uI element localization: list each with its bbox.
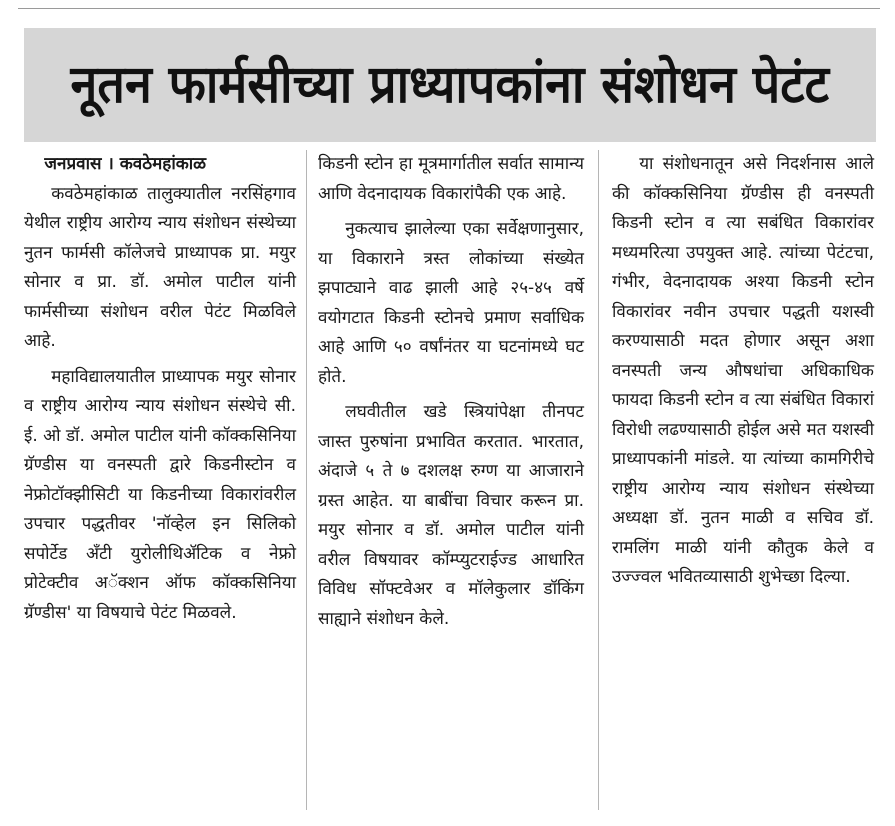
column-2-paragraph-2: नुकत्याच झालेल्या एका सर्वेक्षणानुसार, या विकाराने त्रस्त लोकांच्या संख्येत झपाट्याने वाढ झाली आहे २५-४५ वर्षे वयोगटात किडनी स्टोनचे प्रमाण सर्वाधिक आहे आणि ५० वर्षांनंतर या घटनांमध्ये घट होते. bbox=[318, 219, 584, 387]
column-divider-1 bbox=[306, 150, 307, 810]
column-3-paragraph-1: या संशोधनातून असे निदर्शनास आले की कॉक्कसिनिया ग्रॅण्डीस ही वनस्पती किडनी स्टोन व त्या सबंधित विकारांवर मध्यमरित्या उपयुक्त आहे. त्यांच्या पेटंटचा, गंभीर, वेदनादायक अश्या किडनी स्टोन विकारांवर नवीन उपचार पद्धती यशस्वी करण्यासाठी मदत होणार असून अशा वनस्पती जन्य औषधांचा अधिकाधिक फायदा किडनी स्टोन व त्या संबंधित विकारां विरोधी लढण्यासाठी होईल असे मत यशस्वी प्राध्यापकांनी मांडले. या त्यांच्या कामगिरीचे राष्ट्रीय आरोग्य न्याय संशोधन संस्थेच्या अध्यक्षा डॉ. नुतन माळी व सचिव डॉ. रामलिंग माळी यांनी कौतुक केले व उज्ज्वल भवितव्यासाठी शुभेच्छा दिल्या. bbox=[612, 154, 874, 587]
column-2-paragraph-3: लघवीतील खडे स्त्रियांपेक्षा तीनपट जास्त पुरुषांना प्रभावित करतात. भारतात, अंदाजे ५ ते ७ दशलक्ष रुग्ण या आजाराने ग्रस्त आहेत. या बाबींचा विचार करून प्रा. मयुर सोनार व डॉ. अमोल पाटील यांनी वरील विषयावर कॉम्प्युटराईज्ड आधारित विविध सॉफ्टवेअर व मॉलेकुलार डॉकिंग साह्याने संशोधन केले. bbox=[318, 402, 584, 629]
top-divider bbox=[18, 8, 880, 9]
column-1 bbox=[24, 150, 296, 634]
headline: नूतन फार्मसीच्या प्राध्यापकांना संशोधन पेटंट bbox=[70, 55, 830, 115]
column-divider-2 bbox=[598, 150, 599, 810]
column-1-paragraph-2: महाविद्यालयातील प्राध्यापक मयुर सोनार व राष्ट्रीय आरोग्य न्याय संशोधन संस्थेचे सी. ई. ओ डॉ. अमोल पाटील यांनी कॉक्कसिनिया ग्रॅण्डीस या वनस्पती द्वारे किडनीस्टोन व नेफ्रोटॉक्झीसिटी या किडनीच्या विकारांवरील उपचार पद्धतीवर 'नॉव्हेल इन सिलिको सपोर्टेड अँटी युरोलीथिॲटिक व नेफ्रो प्रोटेक्टीव अॅक्शन ऑफ कॉक्कसिनिया ग्रॅण्डीस' या विषयाचे पेटंट मिळवले. bbox=[24, 366, 296, 623]
column-1-paragraph-1: कवठेमहांकाळ तालुक्यातील नरसिंहगाव येथील राष्ट्रीय आरोग्य न्याय संशोधन संस्थेच्या नुतन फार्मसी कॉलेजचे प्राध्यापक प्रा. मयुर सोनार व प्रा. डॉ. अमोल पाटील यांनी फार्मसीच्या संशोधन वरील पेटंट मिळविले आहे. bbox=[24, 183, 296, 351]
headline-banner bbox=[24, 28, 876, 142]
column-3 bbox=[612, 150, 874, 599]
byline: जनप्रवास । कवठेमहांकाळ bbox=[44, 154, 207, 174]
column-2-paragraph-1: किडनी स्टोन हा मूत्रमार्गातील सर्वात सामान्य आणि वेदनादायक विकारांपैकी एक आहे. bbox=[318, 154, 584, 204]
column-2 bbox=[318, 150, 584, 640]
